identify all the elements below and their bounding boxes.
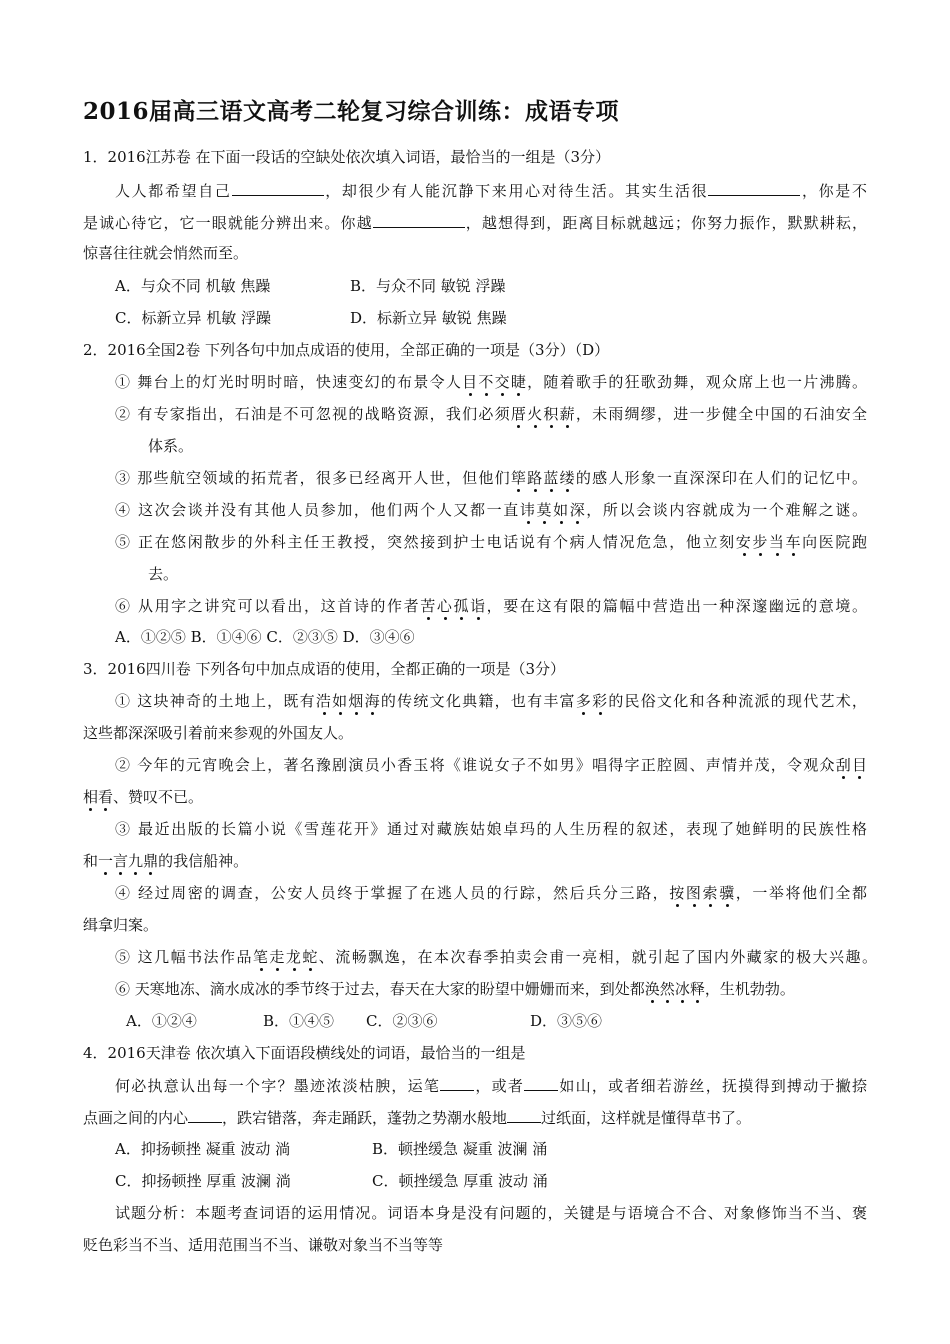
q2-options: A．①②⑤ B．①④⑥ C．②③⑤ D．③④⑥ bbox=[115, 628, 415, 646]
fill-blank bbox=[708, 180, 800, 196]
emphasis-char: 苦 bbox=[420, 597, 437, 615]
q3-sentence-2: ② 今年的元宵晚会上，著名豫剧演员小香玉将《谁说女子不如男》唱得字正腔圆、声情并茂，令观众刮目 bbox=[115, 756, 867, 774]
emphasis-char: 笔 bbox=[252, 948, 270, 966]
q1-option-a: A．与众不同 机敏 焦躁 bbox=[115, 277, 271, 295]
q4-passage-line-1: 何必执意认出每一个字？墨迹浓淡枯腴，运笔 ，或者 如山，或者细若游丝，抚摸得到搏动于撇捺 bbox=[115, 1077, 867, 1095]
q2-sentence-1: ① 舞台上的灯光时明时暗，快速变幻的布景令人目不交睫，随着歌手的狂歌劲舞，观众席上也一片沸腾。 bbox=[115, 373, 867, 391]
q4-analysis-line-1: 试题分析：本题考查词语的运用情况。词语本身是没有问题的，关键是与语境合不合、对象修饰当不当、褒 bbox=[115, 1204, 867, 1222]
emphasis-char: 火 bbox=[527, 405, 544, 423]
emphasis-char: 鼎 bbox=[143, 852, 159, 870]
q3-sentence-6: ⑥ 天寒地冻、滴水成冰的季节终于过去，春天在大家的盼望中姗姗而来，到处都涣然冰释，生机勃勃。 bbox=[115, 980, 795, 998]
emphasis-char: 骥 bbox=[719, 884, 736, 902]
dotted-idiom bbox=[462, 373, 527, 391]
emphasis-char: 刮 bbox=[835, 756, 852, 774]
q3-sentence-1-cont: 这些都深深吸引着前来参观的外国友人。 bbox=[83, 724, 354, 742]
emphasis-char: 积 bbox=[543, 405, 560, 423]
q3-option-c: C．②③⑥ bbox=[366, 1012, 438, 1030]
emphasis-char: 目 bbox=[851, 756, 867, 774]
emphasis-char: 如 bbox=[553, 501, 570, 519]
q2-sentence-5: ⑤ 正在悠闲散步的外科主任王教授，突然接到护士电话说有个病人情况危急，他立刻安步当车向医院跑 bbox=[115, 533, 867, 551]
emphasis-char: 车 bbox=[785, 533, 803, 551]
q3-stem: 3．2016四川卷 下列各句中加点成语的使用，全都正确的一项是（3分） bbox=[83, 660, 566, 678]
q2-sentence-2: ② 有专家指出，石油是不可忽视的战略资源，我们必须厝火积薪，未雨绸缪，进一步健全中国的石油安全 bbox=[115, 405, 867, 423]
fill-blank bbox=[232, 180, 324, 196]
q1-passage-line-3: 惊喜往往就会悄然而至。 bbox=[83, 244, 249, 262]
q2-sentence-2-cont: 体系。 bbox=[148, 437, 194, 455]
dotted-idiom bbox=[736, 533, 802, 551]
q3-sentence-4-cont: 缉拿归案。 bbox=[83, 916, 159, 934]
q3-sentence-1: ① 这块神奇的土地上，既有浩如烟海的传统文化典籍，也有丰富多彩的民俗文化和各种流派的现代艺术， bbox=[115, 692, 867, 710]
emphasis-char: 深 bbox=[569, 501, 587, 519]
emphasis-char: 冰 bbox=[674, 980, 690, 998]
emphasis-char: 相 bbox=[83, 788, 99, 806]
dotted-idiom bbox=[836, 756, 867, 774]
q3-option-d: D．③⑤⑥ bbox=[530, 1012, 603, 1030]
q4-stem: 4．2016天津卷 依次填入下面语段横线处的词语，最恰当的一组是 bbox=[83, 1044, 526, 1062]
q3-sentence-3-cont: 和一言九鼎的我信船神。 bbox=[83, 852, 249, 870]
emphasis-char: 当 bbox=[768, 533, 786, 551]
emphasis-char: 图 bbox=[685, 884, 703, 902]
emphasis-char: 莫 bbox=[536, 501, 554, 519]
emphasis-char: 孤 bbox=[453, 597, 471, 615]
fill-blank bbox=[440, 1075, 474, 1091]
emphasis-char: 如 bbox=[332, 692, 349, 710]
emphasis-char: 睫 bbox=[510, 373, 528, 391]
q1-passage-line-2: 是诚心待它，它一眼就能分辨出来。你越 ，越想得到，距离目标就越远；你努力振作，默默耕耘， bbox=[83, 214, 867, 232]
q4-option-a: A．抑扬顿挫 凝重 波动 淌 bbox=[115, 1140, 291, 1158]
fill-blank bbox=[524, 1075, 558, 1091]
q4-passage-line-2: 点画之间的内心 ，跌宕错落，奔走踊跃，蓬勃之势潮水般地 过纸面，这样就是懂得草书了。 bbox=[83, 1109, 752, 1127]
fill-blank bbox=[188, 1107, 222, 1123]
emphasis-char: 心 bbox=[436, 597, 454, 615]
emphasis-char: 九 bbox=[128, 852, 144, 870]
q2-stem: 2．2016全国2卷 下列各句中加点成语的使用，全部正确的一项是（3分）（D） bbox=[83, 341, 610, 359]
dotted-idiom bbox=[253, 948, 319, 966]
emphasis-char: 薪 bbox=[559, 405, 576, 423]
dotted-idiom bbox=[645, 980, 705, 998]
emphasis-char: 索 bbox=[702, 884, 720, 902]
emphasis-char: 烟 bbox=[348, 692, 365, 710]
emphasis-char: 走 bbox=[269, 948, 286, 966]
emphasis-char: 涣 bbox=[644, 980, 660, 998]
emphasis-char: 按 bbox=[669, 884, 686, 902]
emphasis-char: 然 bbox=[659, 980, 675, 998]
emphasis-char: 目 bbox=[462, 373, 479, 391]
dotted-idiom bbox=[576, 692, 609, 710]
q4-option-b: B．顿挫缓急 凝重 波澜 涌 bbox=[372, 1140, 548, 1158]
emphasis-char: 浩 bbox=[315, 692, 333, 710]
q2-sentence-5-cont: 去。 bbox=[148, 565, 179, 583]
q1-option-c: C．标新立异 机敏 浮躁 bbox=[115, 309, 272, 327]
emphasis-char: 龙 bbox=[285, 948, 303, 966]
q4-analysis-line-2: 贬色彩当不当、适用范围当不当、谦敬对象当不当等等 bbox=[83, 1236, 444, 1254]
q4-option-d: C．顿挫缓急 厚重 波动 涌 bbox=[372, 1172, 548, 1190]
q2-sentence-3: ③ 那些航空领域的拓荒者，很多已经离开人世，但他们筚路蓝缕的感人形象一直深深印在人们的记忆中。 bbox=[115, 469, 867, 487]
fill-blank bbox=[373, 212, 465, 228]
dotted-idiom bbox=[511, 405, 576, 423]
q1-option-d: D．标新立异 敏锐 焦躁 bbox=[350, 309, 507, 327]
dotted-idiom bbox=[420, 597, 486, 615]
dotted-idiom bbox=[98, 852, 158, 870]
emphasis-char: 筚 bbox=[510, 469, 528, 487]
emphasis-char: 厝 bbox=[510, 405, 528, 423]
emphasis-char: 彩 bbox=[592, 692, 609, 710]
q3-sentence-5: ⑤ 这几幅书法作品笔走龙蛇、流畅飘逸，在本次春季拍卖会甫一亮相，就引起了国内外藏家的极大兴趣。 bbox=[115, 948, 877, 966]
emphasis-char: 多 bbox=[575, 692, 593, 710]
q3-option-a: A．①②④ bbox=[126, 1012, 197, 1030]
q3-option-b: B．①④⑤ bbox=[263, 1012, 335, 1030]
emphasis-char: 蛇 bbox=[302, 948, 319, 966]
emphasis-char: 释 bbox=[689, 980, 705, 998]
emphasis-char: 蓝 bbox=[543, 469, 560, 487]
q1-passage-line-1: 人人都希望自己 ，却很少有人能沉静下来用心对待生活。其实生活很 ，你是不 bbox=[115, 182, 867, 200]
emphasis-char: 讳 bbox=[519, 501, 537, 519]
page-title: 2016届高三语文高考二轮复习综合训练：成语专项 bbox=[83, 98, 620, 125]
q4-option-c: C．抑扬顿挫 厚重 波澜 淌 bbox=[115, 1172, 291, 1190]
emphasis-char: 言 bbox=[113, 852, 129, 870]
emphasis-char: 缕 bbox=[559, 469, 576, 487]
dotted-idiom bbox=[511, 469, 576, 487]
dotted-idiom bbox=[669, 884, 735, 902]
emphasis-char: 安 bbox=[735, 533, 753, 551]
emphasis-char: 不 bbox=[478, 373, 495, 391]
emphasis-char: 步 bbox=[752, 533, 769, 551]
q2-sentence-4: ④ 这次会谈并没有其他人员参加，他们两个人又都一直讳莫如深，所以会谈内容就成为一个难解之谜。 bbox=[115, 501, 867, 519]
q1-stem: 1．2016江苏卷 在下面一段话的空缺处依次填入词语，最恰当的一组是（3分） bbox=[83, 148, 611, 166]
dotted-idiom bbox=[316, 692, 381, 710]
emphasis-char: 看 bbox=[98, 788, 114, 806]
emphasis-char: 交 bbox=[494, 373, 511, 391]
q3-sentence-4: ④ 经过周密的调查，公安人员终于掌握了在逃人员的行踪，然后兵分三路，按图索骥，一举将他们全都 bbox=[115, 884, 867, 902]
emphasis-char: 路 bbox=[527, 469, 544, 487]
dotted-idiom bbox=[83, 788, 113, 806]
q2-sentence-6: ⑥ 从用字之讲究可以看出，这首诗的作者苦心孤诣，要在这有限的篇幅中营造出一种深邃幽远的意境。 bbox=[115, 597, 867, 615]
emphasis-char: 海 bbox=[364, 692, 381, 710]
fill-blank bbox=[507, 1107, 541, 1123]
emphasis-char: 诣 bbox=[470, 597, 487, 615]
q3-sentence-2-cont: 相看、赞叹不已。 bbox=[83, 788, 204, 806]
emphasis-char: 一 bbox=[98, 852, 114, 870]
q3-sentence-3: ③ 最近出版的长篇小说《雪莲花开》通过对藏族姑娘卓玛的人生历程的叙述，表现了她鲜明的民族性格 bbox=[115, 820, 867, 838]
q1-option-b: B．与众不同 敏锐 浮躁 bbox=[350, 277, 506, 295]
dotted-idiom bbox=[520, 501, 586, 519]
